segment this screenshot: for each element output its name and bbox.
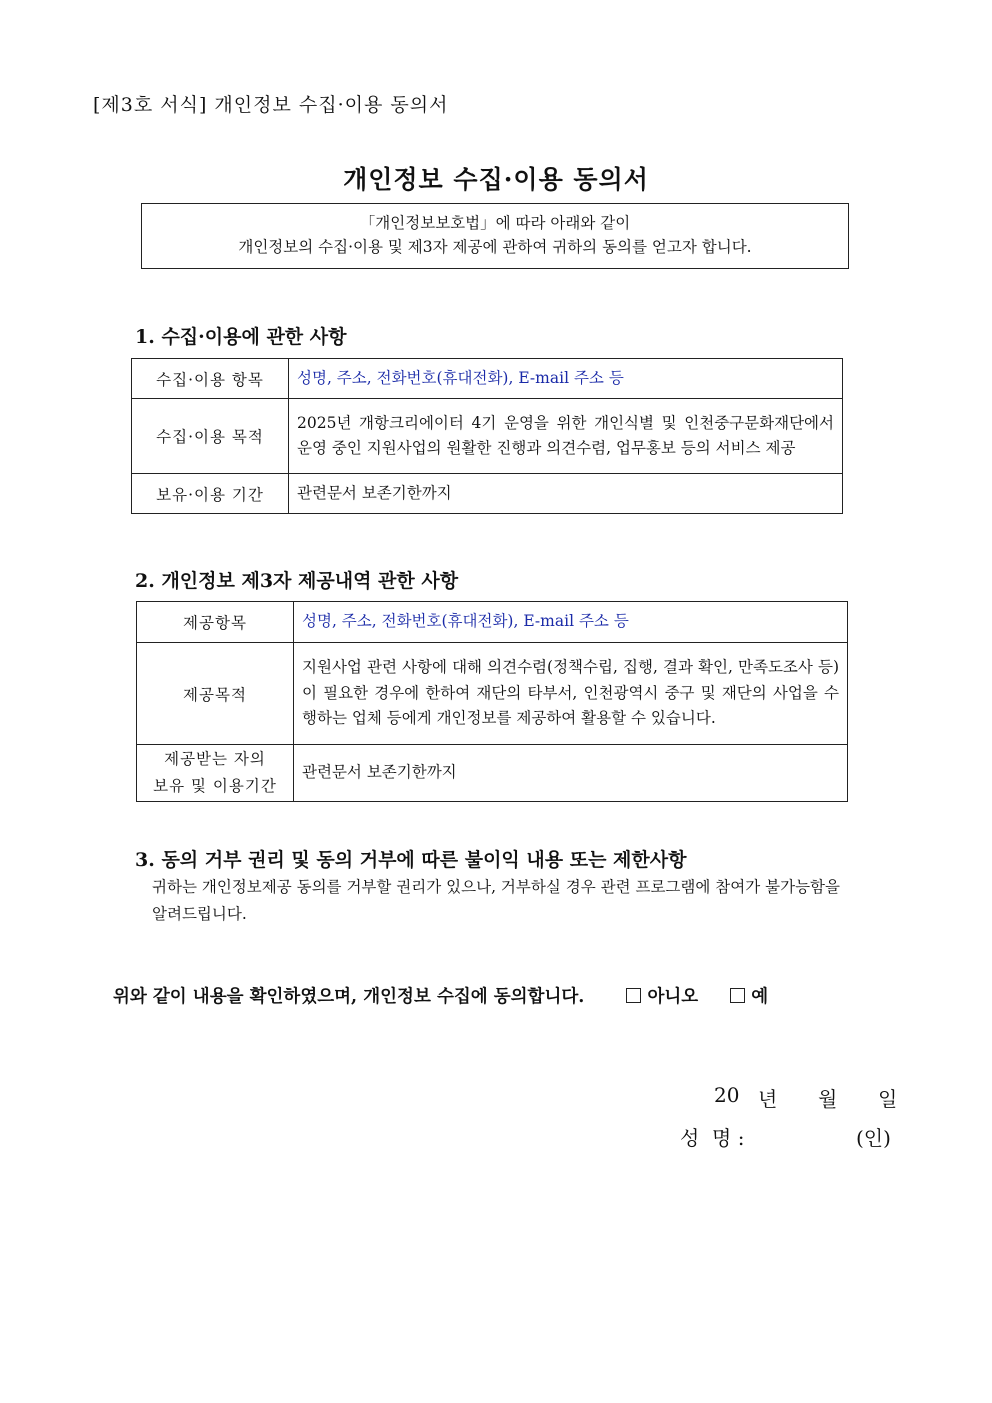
intro-line-1: 「개인정보보호법」에 따라 아래와 같이: [359, 214, 631, 232]
consent-text: 위와 같이 내용을 확인하였으며, 개인정보 수집에 동의합니다.: [113, 987, 585, 1007]
row-value: 성명, 주소, 전화번호(휴대전화), E-mail 주소 등: [294, 602, 848, 643]
consent-line: [113, 983, 768, 1008]
name-label: 성 명 :: [680, 1126, 745, 1150]
option-no[interactable]: [626, 983, 698, 1008]
row-label: 보유·이용 기간: [132, 474, 289, 514]
collection-table: [131, 358, 843, 514]
table-row: [132, 359, 843, 399]
checkbox-yes[interactable]: [730, 988, 745, 1003]
table-row: [132, 474, 843, 514]
row-label-line-1: 제공받는 자의: [164, 750, 266, 768]
row-value: 2025년 개항크리에이터 4기 운영을 위한 개인식별 및 인천중구문화재단에서 운영 중인 지원사업의 원활한 진행과 의견수렴, 업무홍보 등의 서비스 제공: [289, 399, 843, 474]
section2-title: 2. 개인정보 제3자 제공내역 관한 사항: [135, 570, 459, 592]
checkbox-no[interactable]: [626, 988, 641, 1003]
row-label: 제공항목: [137, 602, 294, 643]
row-value: 관련문서 보존기한까지: [289, 474, 843, 514]
date-year: 년: [758, 1087, 778, 1111]
intro-line-2: 개인정보의 수집·이용 및 제3자 제공에 관하여 귀하의 동의를 얻고자 합니다.: [238, 238, 752, 256]
option-no-label: 아니오: [647, 987, 699, 1007]
section1-title: 1. 수집·이용에 관한 사항: [135, 326, 347, 348]
form-label: [제3호 서식] 개인정보 수집·이용 동의서: [93, 94, 449, 116]
table-row: [137, 643, 848, 745]
date-month: 월: [818, 1087, 838, 1111]
row-value: 성명, 주소, 전화번호(휴대전화), E-mail 주소 등: [289, 359, 843, 399]
row-value: 관련문서 보존기한까지: [294, 745, 848, 802]
page-title: 개인정보 수집·이용 동의서: [343, 165, 649, 194]
row-label: 수집·이용 항목: [132, 359, 289, 399]
third-party-table: [136, 601, 848, 802]
table-row: [137, 745, 848, 802]
table-row: [132, 399, 843, 474]
refusal-notice: 귀하는 개인정보제공 동의를 거부할 권리가 있으나, 거부하실 경우 관련 프로그램에 참여가 불가능함을 알려드립니다.: [152, 878, 840, 923]
row-label-line-2: 보유 및 이용기간: [153, 777, 277, 795]
intro-box: [141, 203, 849, 269]
option-yes-label: 예: [751, 987, 769, 1007]
option-yes[interactable]: [730, 983, 768, 1008]
date-line: [0, 1083, 992, 1113]
date-day: 일: [878, 1087, 898, 1111]
signature-line: [0, 1122, 992, 1152]
table-row: [137, 602, 848, 643]
date-year-prefix: 20: [714, 1083, 740, 1107]
seal-mark: (인): [856, 1126, 891, 1150]
row-label: 제공목적: [137, 643, 294, 745]
section3-title: 3. 동의 거부 권리 및 동의 거부에 따른 불이익 내용 또는 제한사항: [135, 849, 687, 871]
row-label: 수집·이용 목적: [132, 399, 289, 474]
row-value: 지원사업 관련 사항에 대해 의견수렴(정책수립, 집행, 결과 확인, 만족도조사 등)이 필요한 경우에 한하여 재단의 타부서, 인천광역시 중구 및 재단의 사업을 수행하는 업체 등에게 개인정보를 제공하여 활용할 수 있습니다.: [294, 643, 848, 745]
row-label: [137, 745, 294, 802]
